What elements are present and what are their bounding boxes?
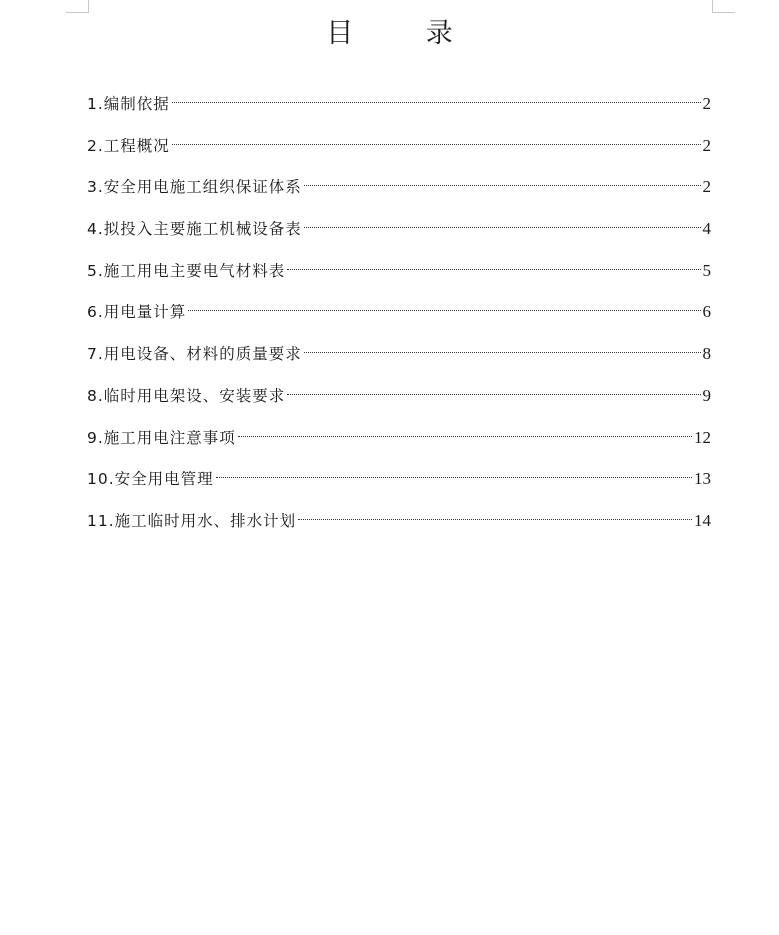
toc-entry-label: 6.用电量计算 — [87, 303, 187, 322]
toc-entry-page: 8 — [702, 344, 711, 364]
toc-entry-label: 2.工程概况 — [87, 136, 170, 155]
crop-mark-top-right — [712, 0, 735, 13]
toc-entry-page: 2 — [702, 177, 711, 197]
toc-dot-leader — [304, 208, 701, 234]
toc-dot-leader — [304, 333, 701, 359]
toc-entry-label: 7.用电设备、材料的质量要求 — [87, 345, 302, 364]
toc-entry-page: 13 — [694, 469, 711, 489]
toc-dot-leader — [304, 166, 701, 192]
toc-entry-label: 4.拟投入主要施工机械设备表 — [87, 220, 302, 239]
toc-dot-leader — [287, 375, 700, 401]
toc-entry-label: 8.临时用电架设、安装要求 — [87, 386, 286, 405]
toc-entry-10[interactable] — [87, 458, 711, 500]
toc-dot-leader — [238, 417, 692, 443]
toc-entry-page: 9 — [702, 385, 711, 405]
toc-entry-label: 10.安全用电管理 — [87, 470, 214, 489]
toc-entry-5[interactable] — [87, 250, 711, 292]
toc-entry-label: 9.施工用电注意事项 — [87, 428, 236, 447]
toc-entry-label: 5.施工用电主要电气材料表 — [87, 261, 286, 280]
toc-entry-page: 12 — [694, 427, 711, 447]
toc-entry-label: 3.安全用电施工组织保证体系 — [87, 178, 302, 197]
toc-entry-page: 4 — [702, 219, 711, 239]
toc-entry-1[interactable] — [87, 83, 711, 125]
toc-entry-11[interactable] — [87, 500, 711, 542]
toc-entry-9[interactable] — [87, 417, 711, 459]
toc-dot-leader — [188, 291, 700, 317]
toc-entry-page: 2 — [702, 94, 711, 113]
toc-entry-7[interactable] — [87, 333, 711, 375]
toc-dot-leader — [172, 83, 701, 109]
toc-dot-leader — [298, 500, 692, 526]
toc-dot-leader — [287, 250, 700, 276]
toc-entry-page: 5 — [702, 260, 711, 280]
toc-entry-page: 14 — [694, 510, 711, 530]
toc-entry-4[interactable] — [87, 208, 711, 250]
toc-list — [87, 83, 711, 542]
toc-entry-page: 6 — [702, 302, 711, 322]
toc-entry-8[interactable] — [87, 375, 711, 417]
toc-dot-leader — [216, 458, 692, 484]
toc-entry-2[interactable] — [87, 125, 711, 167]
toc-title: 目 录 — [326, 18, 485, 49]
toc-entry-label: 11.施工临时用水、排水计划 — [87, 511, 297, 530]
crop-mark-top-left — [66, 0, 89, 13]
toc-entry-page: 2 — [702, 135, 711, 155]
toc-entry-label: 1.编制依据 — [87, 95, 170, 113]
toc-entry-3[interactable] — [87, 166, 711, 208]
toc-entry-6[interactable] — [87, 291, 711, 333]
toc-dot-leader — [172, 125, 701, 151]
